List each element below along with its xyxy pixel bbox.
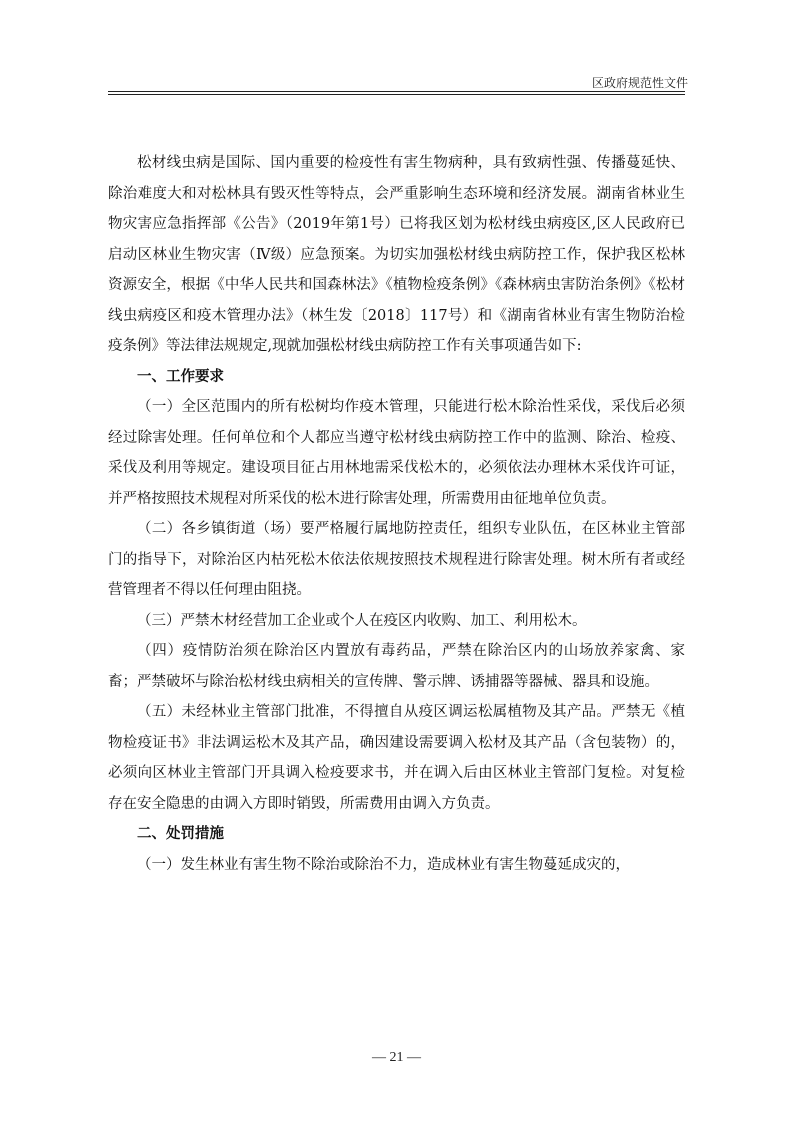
section1-item-1: （一）全区范围内的所有松树均作疫木管理，只能进行松木除治性采伐，采伐后必须经过除害处理。任何单位和个人都应当遵守松材线虫病防控工作中的监测、除治、检疫、采伐及利用等规定。建设项目征占用林地需采伐松木的，必须依法办理林木采伐许可证，并严格按照技术规程对所采伐的松木进行除害处理，所需费用由征地单位负责。 bbox=[108, 399, 685, 507]
header-rule-bottom bbox=[108, 94, 685, 95]
intro-paragraph: 松材线虫病是国际、国内重要的检疫性有害生物病种，具有致病性强、传播蔓延快、除治难度大和对松林具有毁灭性等特点，会严重影响生态环境和经济发展。湖南省林业生物灾害应急指挥部《公告》（2019年第1号）已将我区划为松材线虫病疫区,区人民政府已启动区林业生物灾害（Ⅳ级）应急预案。为切实加强松材线虫病防控工作，保护我区松林资源安全，根据《中华人民共和国森林法》《植物检疫条例》《森林病虫害防治条例》《松材线虫病疫区和疫木管理办法》（林生发〔2018〕117号）和《湖南省林业有害生物防治检疫条例》等法律法规规定,现就加强松材线虫病防控工作有关事项通告如下: bbox=[108, 155, 685, 354]
section2-item-1: （一）发生林业有害生物不除治或除治不力，造成林业有害生物蔓延成灾的， bbox=[137, 856, 630, 873]
document-body bbox=[108, 148, 685, 880]
section-heading-work-requirements: 一、工作要求 bbox=[137, 367, 224, 385]
page-number: — 21 — bbox=[372, 1050, 421, 1065]
header-rule-top bbox=[108, 91, 685, 92]
section-heading-penalties: 二、处罚措施 bbox=[137, 825, 224, 842]
section1-item-2: （二）各乡镇街道（场）要严格履行属地防控责任，组织专业队伍，在区林业主管部门的指导下，对除治区内枯死松木依法依规按照技术规程进行除害处理。树木所有者或经营管理者不得以任何理由阻挠。 bbox=[108, 521, 685, 598]
section1-item-4: （四）疫情防治须在除治区内置放有毒药品，严禁在除治区内的山场放养家禽、家畜；严禁破坏与除治松材线虫病相关的宣传牌、警示牌、诱捕器等器械、器具和设施。 bbox=[108, 643, 685, 690]
running-header: 区政府规范性文件 bbox=[591, 76, 688, 90]
section1-item-3: （三）严禁木材经营加工企业或个人在疫区内收购、加工、利用松木。 bbox=[137, 612, 587, 629]
section1-item-5: （五）未经林业主管部门批准，不得擅自从疫区调运松属植物及其产品。严禁无《植物检疫证书》非法调运松木及其产品，确因建设需要调入松材及其产品（含包装物）的，必须向区林业主管部门开具调入检疫要求书，并在调入后由区林业主管部门复检。对复检存在安全隐患的由调入方即时销毁，所需费用由调入方负责。 bbox=[108, 704, 685, 812]
